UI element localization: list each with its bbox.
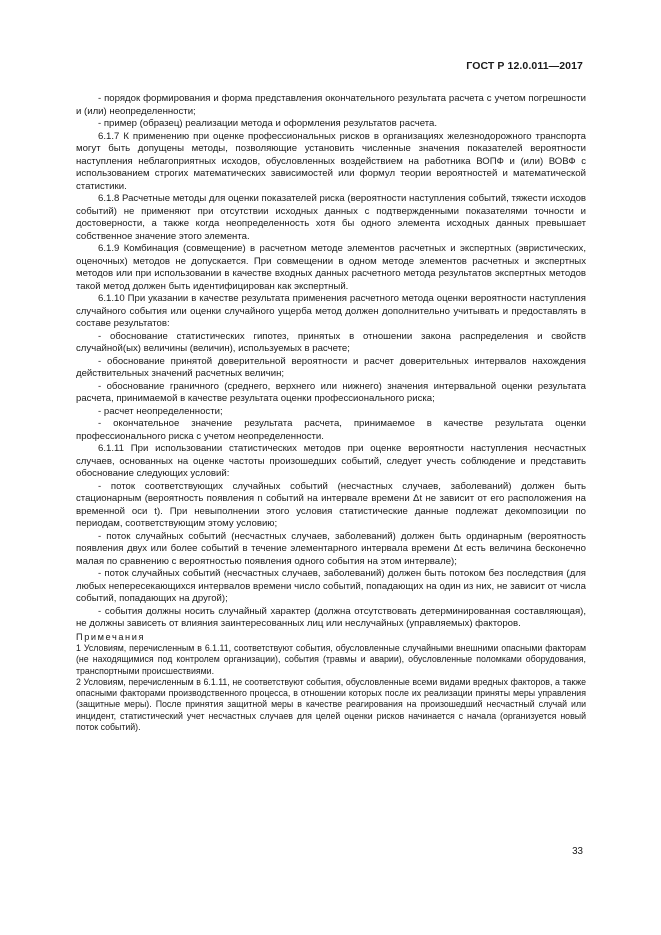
document-body (76, 93, 586, 733)
paragraph: - обоснование граничного (среднего, верхнего или нижнего) значения интервальной оценки результата расчета, принимаемой в качестве результата оценки профессионального риска; (76, 380, 586, 404)
paragraph: - окончательное значение результата расчета, принимаемое в качестве результата оценки профессионального риска с учетом неопределенности. (76, 418, 586, 442)
page-number: 33 (572, 846, 583, 857)
paragraph: - события должны носить случайный характер (должна отсутствовать детерминированная составляющая), не должны зависеть от влияния заинтересованных лиц или неслучайных (управляемых) факторов. (76, 605, 586, 629)
paragraph: - поток случайных событий (несчастных случаев, заболеваний) должен быть потоком без последствия (для любых непересекающихся интервалов времени число событий, попадающих на один из них, не зависит от числа событий, попадающих на другой); (76, 568, 586, 604)
paragraph: - поток случайных событий (несчастных случаев, заболеваний) должен быть ординарным (вероятность появления двух или более событий в течение элементарного интервала времени Δt есть величина бесконечно малая по сравнению с вероятностью появления одного события на этом интервале); (76, 530, 586, 567)
paragraph: - обоснование принятой доверительной вероятности и расчет доверительных интервалов нахождения действительных значений расчетных величин; (76, 355, 586, 379)
paragraph: - поток соответствующих случайных событий (несчастных случаев, заболеваний) должен быть стационарным (вероятность появления n событий на интервале времени Δt не зависит от его расположения на временной оси t). При невыполнении этого условия статистические данные подлежат декомпозиции по периодам, соответствующим этому условию; (76, 480, 586, 529)
paragraph: - обоснование статистических гипотез, принятых в отношении закона распределения и свойств случайной(ых) величины (величин), используемых в расчете; (76, 330, 586, 354)
note-item: 1 Условиям, перечисленным в 6.1.11, соответствуют события, обусловленные случайными внешними опасными факторам (не находящимися под контролем организации), события (травмы и аварии), обусловленные поломками оборудования, транспортными происшествиями. (76, 643, 586, 676)
paragraph: 6.1.9 Комбинация (совмещение) в расчетном методе элементов расчетных и экспертных (эвристических, оценочных) методов не допускается. При совмещении в одном методе элементов расчетных и экспертных методов или при использовании в качестве входных данных расчетного метода результатов экспертных методов такой метод должен быть идентифицирован как экспертный. (76, 243, 586, 292)
document-code-header: ГОСТ Р 12.0.011—2017 (466, 60, 583, 72)
paragraph: - расчет неопределенности; (98, 405, 223, 417)
paragraph: 6.1.7 К применению при оценке профессиональных рисков в организациях железнодорожного транспорта могут быть допущены методы, позволяющие установить численные значения показателей вероятности наступления неблагоприятных исходов, обусловленных воздействием на работника ВОПФ и (или) ВОВФ с использованием строгих математических зависимостей или формул теории вероятностей и математической статистики. (76, 130, 586, 192)
paragraph: - порядок формирования и форма представления окончательного результата расчета с учетом погрешности и (или) неопределенности; (76, 93, 586, 117)
note-item: 2 Условиям, перечисленным в 6.1.11, не соответствуют события, обусловленные всеми видами вредных факторов, а также опасными факторами производственного процесса, в отношении которых после их реализации приняты меры управления (защитные меры). После принятия защитной меры в качестве реагирования на произошедший несчастный случай или инцидент, статистический учет несчастных случаев для целей оценки рисков начинается с начала (организуется новый поток событий). (76, 676, 586, 733)
paragraph: - пример (образец) реализации метода и оформления результатов расчета. (98, 118, 438, 129)
notes-title: Примечания (76, 631, 146, 642)
paragraph: 6.1.11 При использовании статистических методов при оценке вероятности наступления несчастных случаев, основанных на оценке частоты произошедших событий, следует учесть соблюдение и представить обоснование следующих условий: (76, 443, 586, 479)
paragraph: 6.1.10 При указании в качестве результата применения расчетного метода оценки вероятности наступления случайного события или оценки случайного ущерба метод должен дополнительно учитывать и предоставлять в составе результатов: (76, 293, 586, 329)
paragraph: 6.1.8 Расчетные методы для оценки показателей риска (вероятности наступления событий, тяжести исходов событий) не применяют при отсутствии исходных данных с подтвержденными показателями точности и достоверности, а также когда неопределенность хотя бы одного элемента исходных данных превышает собственное значение этого элемента. (76, 193, 587, 242)
